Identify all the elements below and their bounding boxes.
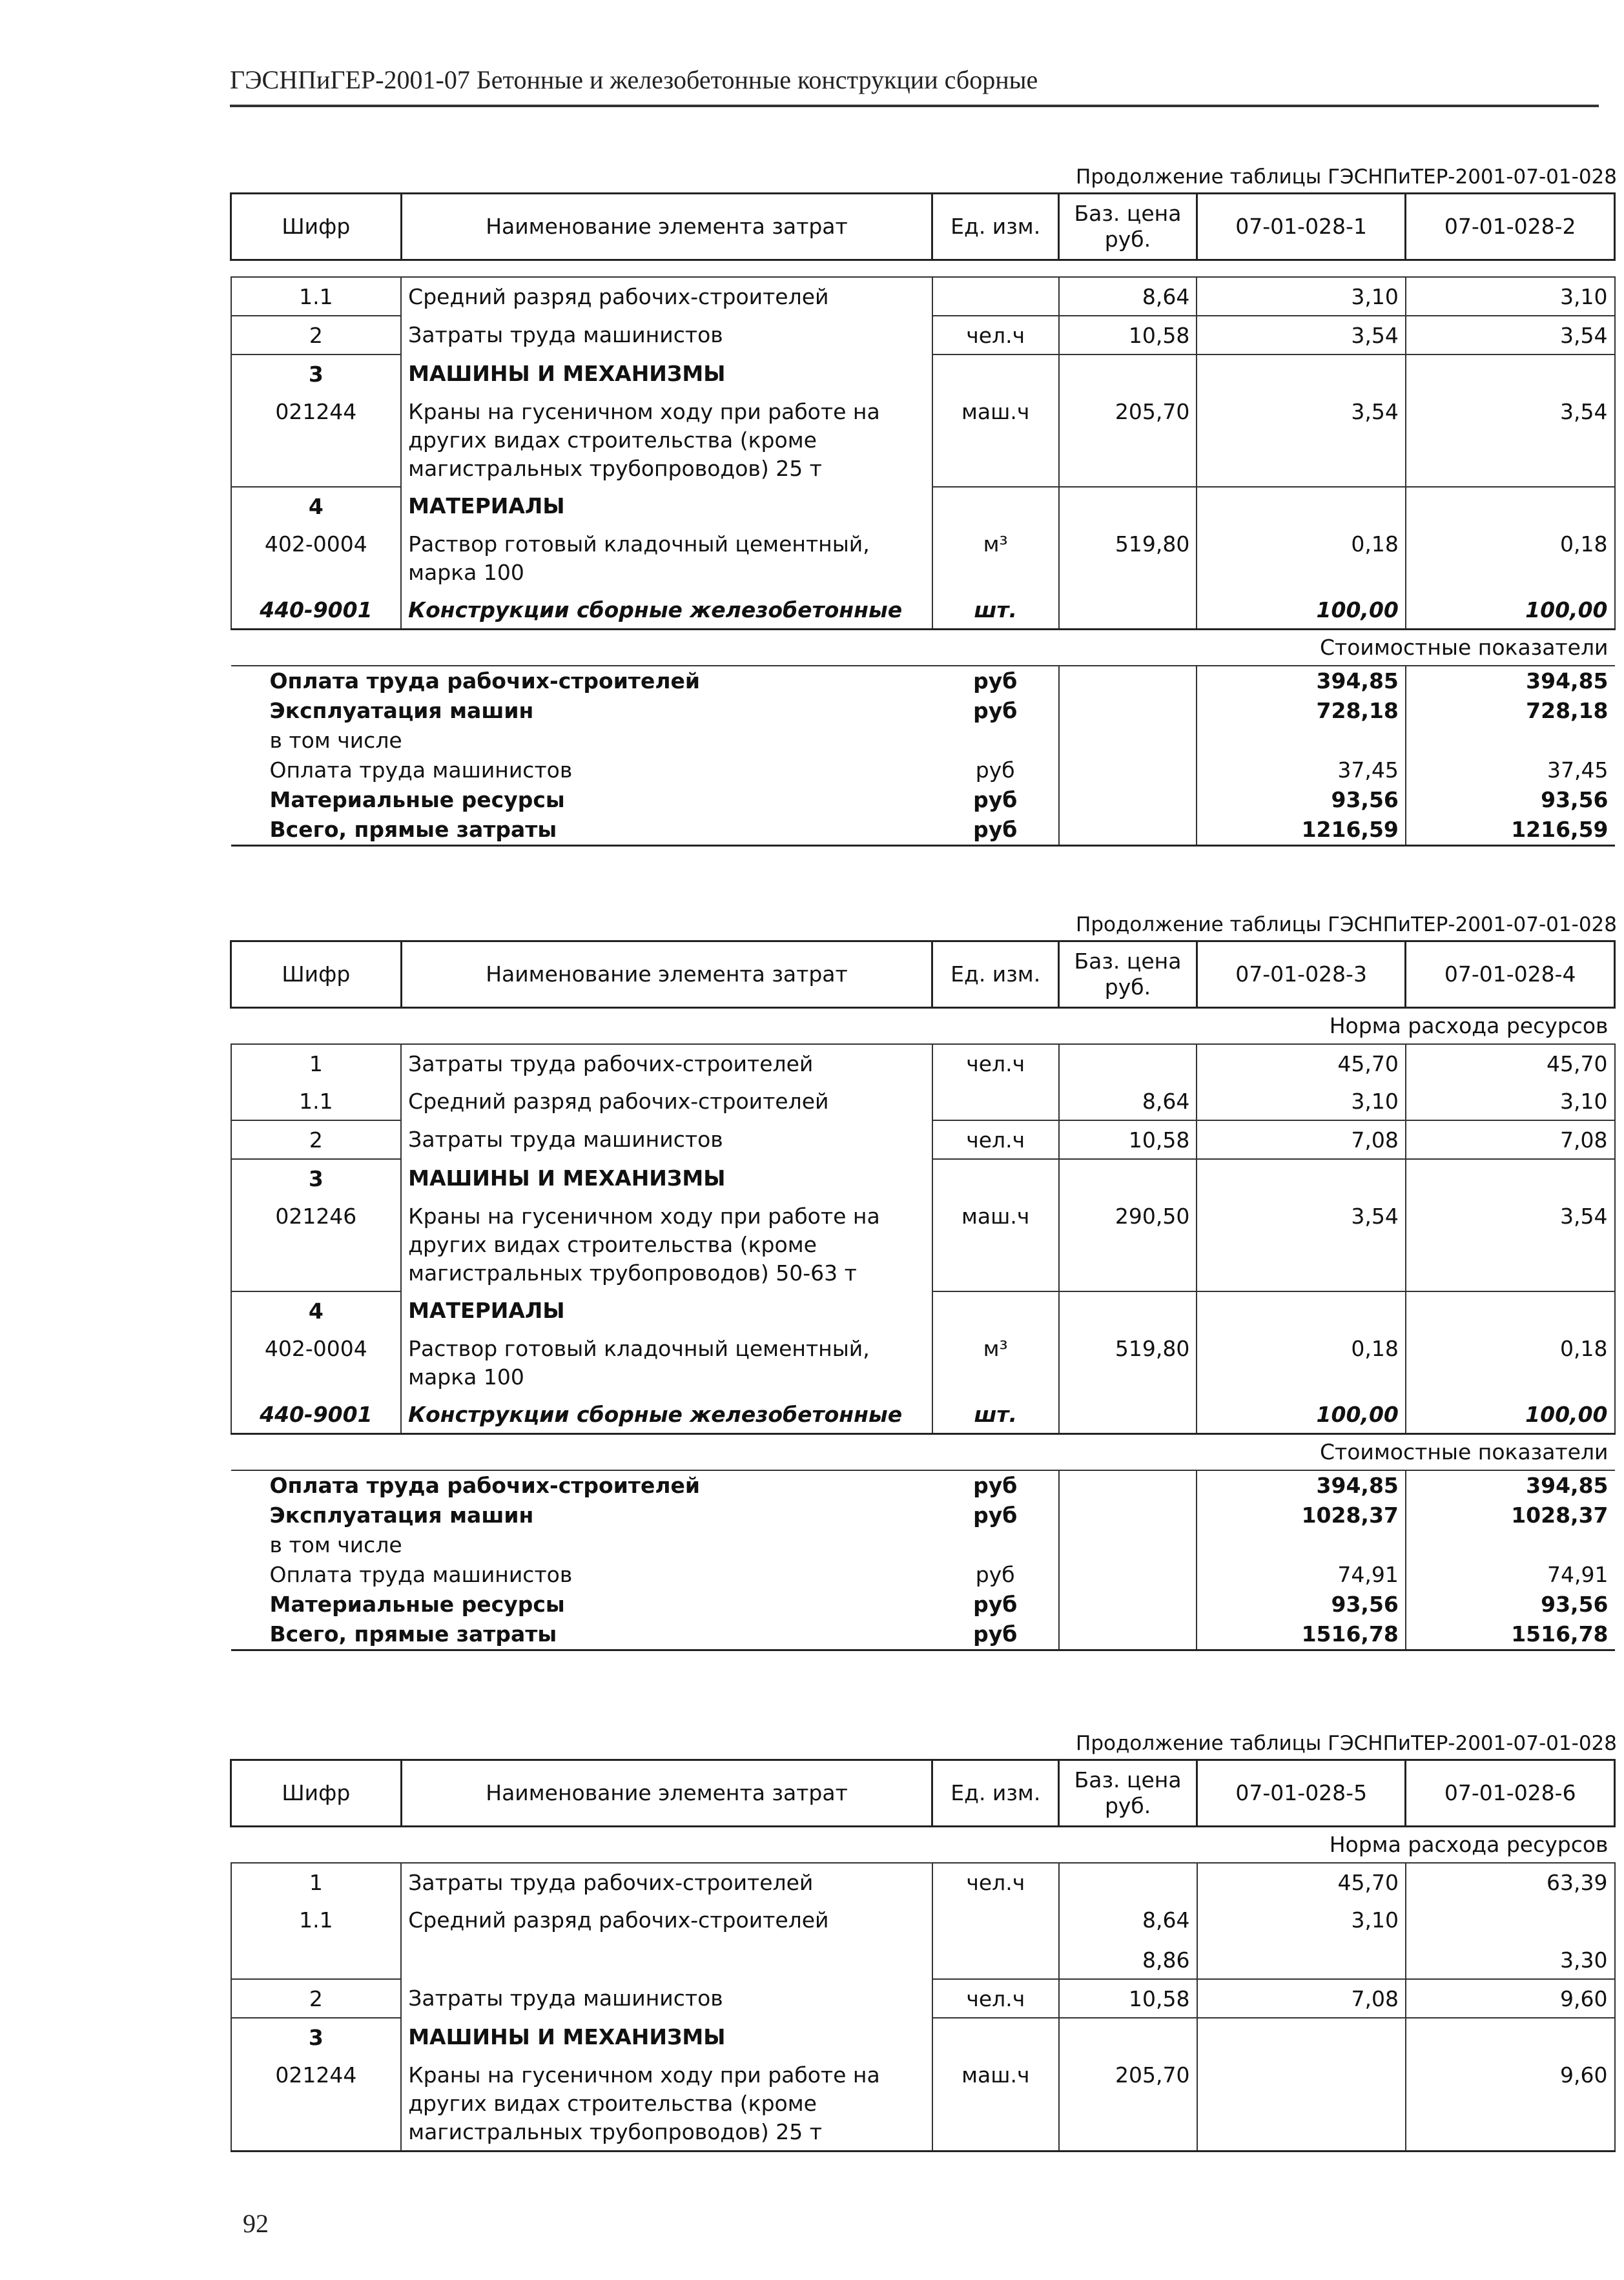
row-value-2: 9,60 bbox=[1406, 2056, 1615, 2152]
summary-unit bbox=[932, 1530, 1059, 1560]
summary-label: Оплата труда машинистов bbox=[269, 1562, 573, 1587]
header-rule bbox=[230, 105, 1599, 107]
summary-label: Оплата труда рабочих-строителей bbox=[269, 668, 700, 693]
row-price bbox=[1059, 591, 1197, 630]
row-code: 402-0004 bbox=[231, 525, 402, 591]
section-heading-row bbox=[231, 487, 1615, 525]
row-unit: м³ bbox=[932, 1330, 1059, 1395]
col-header-name: Наименование элемента затрат bbox=[401, 194, 932, 260]
row-code: 1.1 bbox=[231, 277, 402, 316]
row-price: 519,80 bbox=[1059, 525, 1197, 591]
row-value-2-alt: 3,30 bbox=[1560, 1947, 1608, 1973]
table-block-1 bbox=[230, 161, 1616, 847]
col-header-price: Баз. цена руб. bbox=[1059, 194, 1197, 260]
row-code: 440-9001 bbox=[231, 591, 402, 630]
row-unit bbox=[932, 1901, 1059, 1979]
summary-row bbox=[231, 1530, 1615, 1560]
summary-value-1: 74,91 bbox=[1197, 1560, 1406, 1590]
summary-label: Материальные ресурсы bbox=[269, 1592, 565, 1617]
norm-caption: Норма расхода ресурсов bbox=[231, 1008, 1615, 1045]
row-price bbox=[1059, 1863, 1197, 1901]
row-price: 8,64 bbox=[1142, 1907, 1190, 1933]
row-value-2: 45,70 bbox=[1406, 1044, 1615, 1082]
table-block-3 bbox=[230, 1728, 1616, 2152]
summary-unit: руб bbox=[932, 815, 1059, 846]
table-continuation-caption: Продолжение таблицы ГЭСНПиТЕР-2001-07-01-028 bbox=[1076, 165, 1617, 189]
row-unit: чел.ч bbox=[932, 316, 1059, 354]
row-code: 1.1 bbox=[231, 1901, 402, 1979]
summary-value-1: 1516,78 bbox=[1197, 1619, 1406, 1650]
row-code: 2 bbox=[231, 1120, 402, 1159]
norm-caption-row bbox=[231, 1008, 1615, 1045]
summary-value-1: 1216,59 bbox=[1197, 815, 1406, 846]
summary-value-2: 728,18 bbox=[1406, 696, 1615, 726]
col-header-norm-1: 07-01-028-3 bbox=[1197, 941, 1406, 1008]
table-row bbox=[231, 1197, 1615, 1291]
summary-label: в том числе bbox=[269, 1532, 402, 1557]
row-name: Раствор готовый кладочный цементный, марка 100 bbox=[401, 525, 932, 591]
row-value-2: 3,10 bbox=[1406, 1082, 1615, 1120]
row-price bbox=[1059, 1044, 1197, 1082]
row-value-2: 3,10 bbox=[1406, 277, 1615, 316]
row-code: 2 bbox=[231, 1979, 402, 2018]
summary-row bbox=[231, 726, 1615, 755]
section-title: МАШИНЫ И МЕХАНИЗМЫ bbox=[401, 2018, 932, 2056]
summary-row bbox=[231, 1619, 1615, 1650]
row-value-2: 0,18 bbox=[1406, 1330, 1615, 1395]
row-value-1: 0,18 bbox=[1197, 1330, 1406, 1395]
section-title: МАТЕРИАЛЫ bbox=[401, 487, 932, 525]
summary-value-2: 37,45 bbox=[1406, 755, 1615, 785]
section-code: 3 bbox=[231, 2018, 402, 2056]
summary-caption: Стоимостные показатели bbox=[231, 630, 1615, 666]
row-price: 10,58 bbox=[1059, 1120, 1197, 1159]
col-header-name: Наименование элемента затрат bbox=[401, 1760, 932, 1827]
col-header-code: Шифр bbox=[231, 941, 402, 1008]
summary-label: в том числе bbox=[269, 728, 402, 753]
table-row bbox=[231, 1044, 1615, 1082]
row-value-1: 45,70 bbox=[1197, 1863, 1406, 1901]
row-name: Затраты труда рабочих-строителей bbox=[401, 1044, 932, 1082]
table-header-row bbox=[231, 194, 1615, 260]
row-unit bbox=[932, 277, 1059, 316]
summary-value-2 bbox=[1406, 726, 1615, 755]
summary-value-2: 74,91 bbox=[1406, 1560, 1615, 1590]
row-value-2: 63,39 bbox=[1406, 1863, 1615, 1901]
row-code: 021244 bbox=[231, 2056, 402, 2152]
row-price-alt: 8,86 bbox=[1142, 1947, 1190, 1973]
row-name: Средний разряд рабочих-строителей bbox=[401, 277, 932, 316]
summary-value-1: 1028,37 bbox=[1197, 1501, 1406, 1530]
row-value-1: 3,54 bbox=[1197, 1197, 1406, 1291]
summary-value-2: 93,56 bbox=[1406, 785, 1615, 815]
summary-value-1: 394,85 bbox=[1197, 666, 1406, 696]
summary-label: Эксплуатация машин bbox=[269, 698, 534, 723]
summary-value-1 bbox=[1197, 1530, 1406, 1560]
summary-unit: руб bbox=[973, 1503, 1018, 1528]
norm-caption: Норма расхода ресурсов bbox=[231, 1827, 1615, 1864]
section-title: МАТЕРИАЛЫ bbox=[401, 1291, 932, 1330]
summary-row bbox=[231, 1590, 1615, 1619]
row-name: Раствор готовый кладочный цементный, марка 100 bbox=[401, 1330, 932, 1395]
row-unit: чел.ч bbox=[932, 1120, 1059, 1159]
summary-row bbox=[231, 755, 1615, 785]
norm-caption-row bbox=[231, 1827, 1615, 1864]
row-value-1: 3,10 bbox=[1197, 1082, 1406, 1120]
section-code: 3 bbox=[231, 1159, 402, 1197]
col-header-norm-2: 07-01-028-2 bbox=[1406, 194, 1615, 260]
section-title: МАШИНЫ И МЕХАНИЗМЫ bbox=[401, 354, 932, 393]
row-value-1: 3,10 bbox=[1197, 277, 1406, 316]
summary-unit: руб bbox=[975, 1562, 1015, 1587]
summary-value-1 bbox=[1197, 726, 1406, 755]
summary-unit: руб bbox=[975, 757, 1015, 783]
row-name: Затраты труда машинистов bbox=[401, 1979, 932, 2018]
section-heading-row bbox=[231, 1291, 1615, 1330]
resource-table-3 bbox=[230, 1759, 1616, 2152]
page-number: 92 bbox=[243, 2209, 269, 2238]
resource-table-2 bbox=[230, 940, 1616, 1651]
table-row bbox=[231, 2056, 1615, 2152]
table-row bbox=[231, 393, 1615, 487]
row-unit: маш.ч bbox=[932, 1197, 1059, 1291]
section-heading-row bbox=[231, 2018, 1615, 2056]
summary-value-1: 93,56 bbox=[1197, 1590, 1406, 1619]
col-header-unit: Ед. изм. bbox=[932, 941, 1059, 1008]
summary-row bbox=[231, 1470, 1615, 1501]
table-row bbox=[231, 1082, 1615, 1120]
row-unit bbox=[932, 1082, 1059, 1120]
section-code: 3 bbox=[231, 354, 402, 393]
row-value-2: 3,54 bbox=[1406, 316, 1615, 354]
row-code: 402-0004 bbox=[231, 1330, 402, 1395]
row-value-2: 9,60 bbox=[1406, 1979, 1615, 2018]
row-value-1: 3,54 bbox=[1197, 393, 1406, 487]
page-header-title: ГЭСНПиГЕР-2001-07 Бетонные и железобетонные конструкции сборные bbox=[230, 65, 1038, 94]
row-code: 1 bbox=[231, 1863, 402, 1901]
table-row bbox=[231, 277, 1615, 316]
col-header-norm-2: 07-01-028-4 bbox=[1406, 941, 1615, 1008]
row-name: Затраты труда машинистов bbox=[401, 316, 932, 354]
summary-row bbox=[231, 1560, 1615, 1590]
summary-value-2: 1516,78 bbox=[1406, 1619, 1615, 1650]
row-value-1: 7,08 bbox=[1197, 1120, 1406, 1159]
row-unit: чел.ч bbox=[932, 1863, 1059, 1901]
summary-value-2: 394,85 bbox=[1406, 666, 1615, 696]
table-row bbox=[231, 525, 1615, 591]
table-continuation-caption: Продолжение таблицы ГЭСНПиТЕР-2001-07-01-028 bbox=[1076, 913, 1617, 936]
summary-unit: руб bbox=[973, 698, 1018, 723]
header-separator-row bbox=[231, 260, 1615, 278]
summary-value-1: 37,45 bbox=[1197, 755, 1406, 785]
summary-value-2: 1028,37 bbox=[1406, 1501, 1615, 1530]
col-header-norm-1: 07-01-028-5 bbox=[1197, 1760, 1406, 1827]
summary-label: Эксплуатация машин bbox=[269, 1503, 534, 1528]
summary-unit bbox=[932, 726, 1059, 755]
col-header-code: Шифр bbox=[231, 1760, 402, 1827]
summary-unit: руб bbox=[973, 668, 1018, 693]
row-code: 2 bbox=[231, 316, 402, 354]
row-unit: чел.ч bbox=[932, 1044, 1059, 1082]
summary-value-1: 728,18 bbox=[1197, 696, 1406, 726]
summary-caption-row bbox=[231, 1434, 1615, 1471]
table-row bbox=[231, 1863, 1615, 1901]
col-header-code: Шифр bbox=[231, 194, 402, 260]
row-name: Краны на гусеничном ходу при работе на других видах строительства (кроме магистральных трубопроводов) 25 т bbox=[401, 393, 932, 487]
row-name: Конструкции сборные железобетонные bbox=[401, 1395, 932, 1434]
table-row bbox=[231, 1120, 1615, 1159]
row-unit: шт. bbox=[932, 591, 1059, 630]
col-header-price: Баз. цена руб. bbox=[1059, 941, 1197, 1008]
summary-label: Оплата труда рабочих-строителей bbox=[269, 1473, 700, 1498]
summary-value-2: 1216,59 bbox=[1406, 815, 1615, 846]
summary-value-2: 93,56 bbox=[1406, 1590, 1615, 1619]
row-code: 440-9001 bbox=[231, 1395, 402, 1434]
summary-label: Всего, прямые затраты bbox=[231, 1619, 932, 1650]
summary-label: Материальные ресурсы bbox=[269, 787, 565, 812]
row-value-2: 3,54 bbox=[1406, 393, 1615, 487]
row-value-2: 7,08 bbox=[1406, 1120, 1615, 1159]
row-value-1: 100,00 bbox=[1197, 1395, 1406, 1434]
summary-value-2 bbox=[1406, 1530, 1615, 1560]
summary-row bbox=[231, 696, 1615, 726]
section-heading-row bbox=[231, 354, 1615, 393]
summary-unit: руб bbox=[932, 1619, 1059, 1650]
summary-row bbox=[231, 815, 1615, 846]
col-header-name: Наименование элемента затрат bbox=[401, 941, 932, 1008]
row-code: 1 bbox=[231, 1044, 402, 1082]
row-price: 10,58 bbox=[1059, 1979, 1197, 2018]
table-row bbox=[231, 1330, 1615, 1395]
row-value-1: 100,00 bbox=[1197, 591, 1406, 630]
section-heading-row bbox=[231, 1159, 1615, 1197]
row-price: 205,70 bbox=[1059, 2056, 1197, 2152]
table-row bbox=[231, 1395, 1615, 1434]
row-value-2-pair bbox=[1406, 1901, 1615, 1979]
row-price: 10,58 bbox=[1059, 316, 1197, 354]
section-title: МАШИНЫ И МЕХАНИЗМЫ bbox=[401, 1159, 932, 1197]
row-value-2: 100,00 bbox=[1406, 591, 1615, 630]
row-value-1 bbox=[1197, 2056, 1406, 2152]
summary-row bbox=[231, 1501, 1615, 1530]
col-header-price: Баз. цена руб. bbox=[1059, 1760, 1197, 1827]
table-continuation-caption: Продолжение таблицы ГЭСНПиТЕР-2001-07-01-028 bbox=[1076, 1732, 1617, 1755]
row-unit: маш.ч bbox=[932, 393, 1059, 487]
row-price: 8,64 bbox=[1059, 277, 1197, 316]
row-value-1: 0,18 bbox=[1197, 525, 1406, 591]
table-block-2 bbox=[230, 909, 1616, 1651]
row-name: Конструкции сборные железобетонные bbox=[401, 591, 932, 630]
row-value-2 bbox=[1413, 1906, 1608, 1935]
row-name: Средний разряд рабочих-строителей bbox=[401, 1082, 932, 1120]
col-header-norm-1: 07-01-028-1 bbox=[1197, 194, 1406, 260]
row-name: Краны на гусеничном ходу при работе на других видах строительства (кроме магистральных трубопроводов) 25 т bbox=[401, 2056, 932, 2152]
row-code: 1.1 bbox=[231, 1082, 402, 1120]
row-price: 519,80 bbox=[1059, 1330, 1197, 1395]
row-unit: чел.ч bbox=[932, 1979, 1059, 2018]
col-header-unit: Ед. изм. bbox=[932, 1760, 1059, 1827]
row-unit: шт. bbox=[932, 1395, 1059, 1434]
row-code: 021244 bbox=[231, 393, 402, 487]
section-code: 4 bbox=[231, 1291, 402, 1330]
row-code: 021246 bbox=[231, 1197, 402, 1291]
row-unit: м³ bbox=[932, 525, 1059, 591]
row-unit: маш.ч bbox=[932, 2056, 1059, 2152]
row-price: 290,50 bbox=[1059, 1197, 1197, 1291]
table-row bbox=[231, 1979, 1615, 2018]
row-value-1: 7,08 bbox=[1197, 1979, 1406, 2018]
col-header-unit: Ед. изм. bbox=[932, 194, 1059, 260]
row-value-1: 45,70 bbox=[1197, 1044, 1406, 1082]
summary-caption-row bbox=[231, 630, 1615, 666]
row-price: 8,64 bbox=[1059, 1082, 1197, 1120]
section-code: 4 bbox=[231, 487, 402, 525]
table-header-row bbox=[231, 1760, 1615, 1827]
summary-row bbox=[231, 785, 1615, 815]
table-header-row bbox=[231, 941, 1615, 1008]
table-row bbox=[231, 591, 1615, 630]
row-value-1: 3,54 bbox=[1197, 316, 1406, 354]
row-name: Средний разряд рабочих-строителей bbox=[401, 1901, 932, 1979]
summary-label: Всего, прямые затраты bbox=[231, 815, 932, 846]
row-price-pair bbox=[1059, 1901, 1197, 1979]
row-value-2: 100,00 bbox=[1406, 1395, 1615, 1434]
table-row bbox=[231, 316, 1615, 354]
row-value-2: 0,18 bbox=[1406, 525, 1615, 591]
row-price bbox=[1059, 1395, 1197, 1434]
summary-row bbox=[231, 666, 1615, 696]
table-row bbox=[231, 1901, 1615, 1979]
row-price: 205,70 bbox=[1059, 393, 1197, 487]
summary-unit: руб bbox=[973, 1592, 1018, 1617]
resource-table-1 bbox=[230, 192, 1616, 847]
summary-label: Оплата труда машинистов bbox=[269, 757, 573, 783]
row-name: Затраты труда рабочих-строителей bbox=[401, 1863, 932, 1901]
row-value-1: 3,10 bbox=[1197, 1901, 1406, 1979]
row-name: Краны на гусеничном ходу при работе на других видах строительства (кроме магистральных трубопроводов) 50-63 т bbox=[401, 1197, 932, 1291]
summary-unit: руб bbox=[973, 1473, 1018, 1498]
summary-value-1: 394,85 bbox=[1197, 1470, 1406, 1501]
row-name: Затраты труда машинистов bbox=[401, 1120, 932, 1159]
row-value-2: 3,54 bbox=[1406, 1197, 1615, 1291]
summary-value-1: 93,56 bbox=[1197, 785, 1406, 815]
summary-caption: Стоимостные показатели bbox=[231, 1434, 1615, 1471]
summary-unit: руб bbox=[973, 787, 1018, 812]
summary-value-2: 394,85 bbox=[1406, 1470, 1615, 1501]
col-header-norm-2: 07-01-028-6 bbox=[1406, 1760, 1615, 1827]
